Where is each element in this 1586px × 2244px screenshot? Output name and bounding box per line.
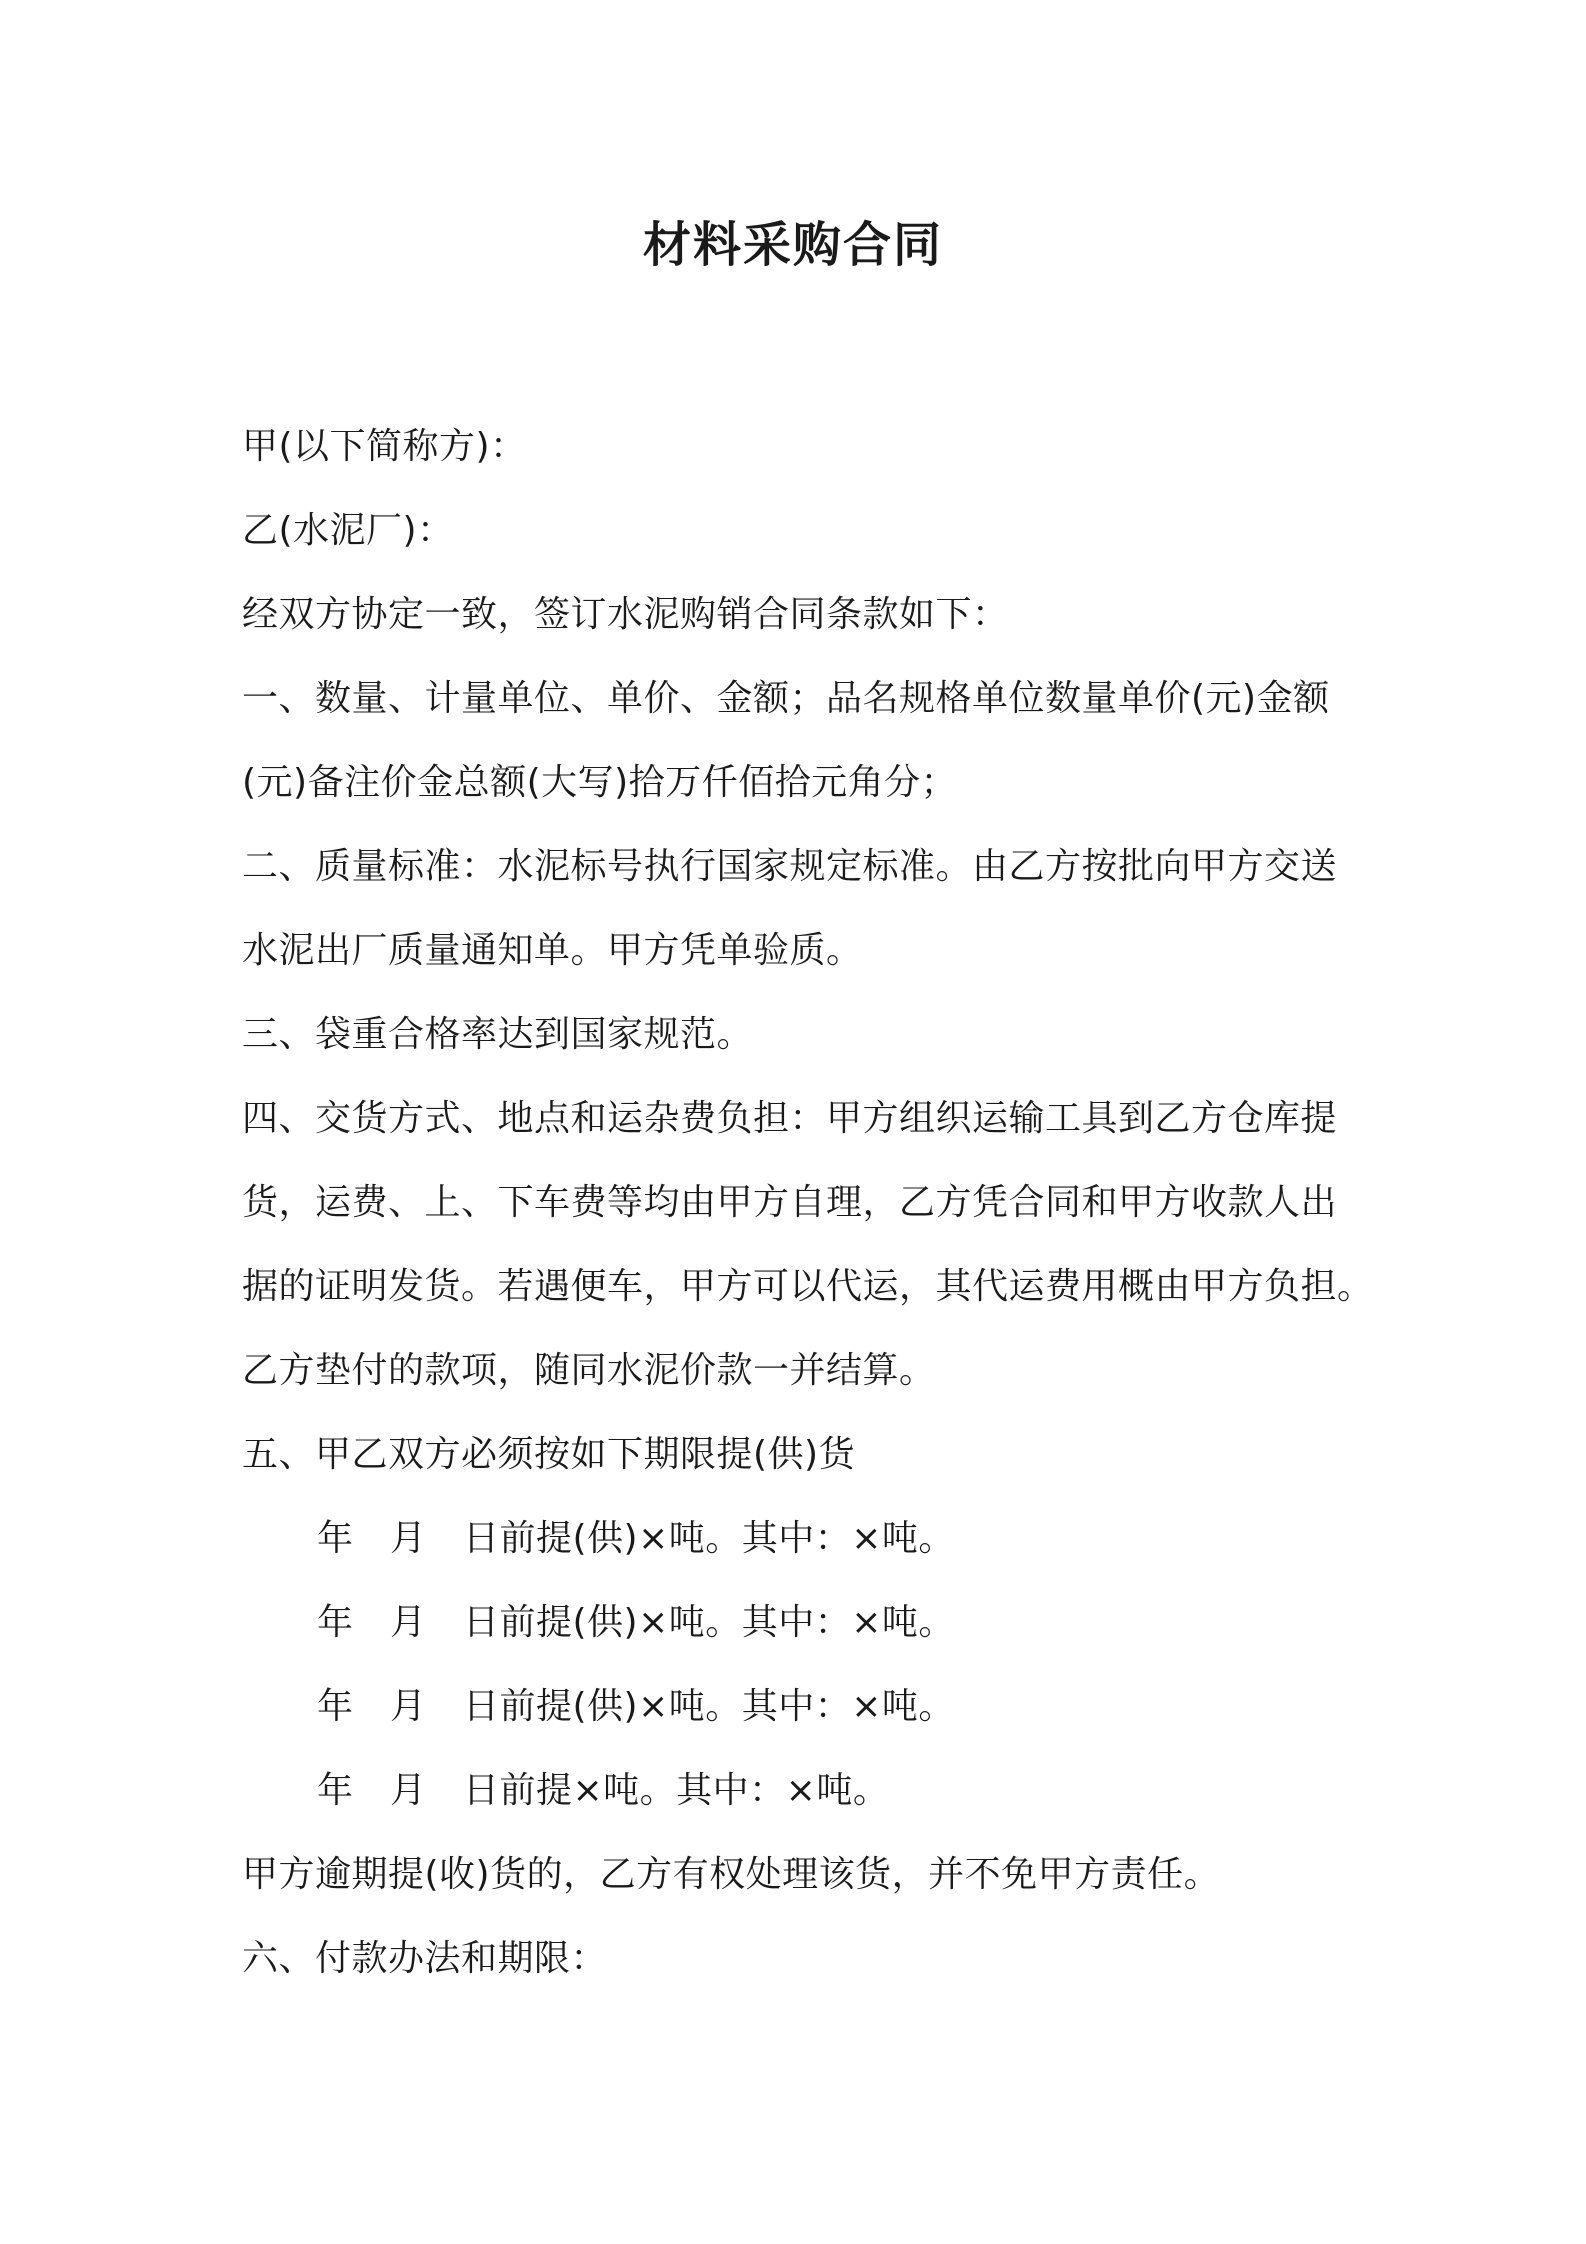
clause-2-line-1: 二、质量标准：水泥标号执行国家规定标准。由乙方按批向甲方交送: [242, 846, 1338, 887]
delivery-schedule-item: 年 月 日前提(供)×吨。其中：×吨。: [317, 1686, 955, 1727]
agreement-intro: 经双方协定一致，签订水泥购销合同条款如下：: [242, 594, 1009, 635]
delivery-schedule-item: 年 月 日前提(供)×吨。其中：×吨。: [317, 1602, 955, 1643]
clause-4-line-1: 四、交货方式、地点和运杂费负担：甲方组织运输工具到乙方仓库提: [242, 1098, 1338, 1139]
clause-4-line-4: 乙方垫付的款项，随同水泥价款一并结算。: [242, 1350, 936, 1391]
clause-2-line-2: 水泥出厂质量通知单。甲方凭单验质。: [242, 930, 863, 971]
late-pickup-clause: 甲方逾期提(收)货的，乙方有权处理该货，并不免甲方责任。: [242, 1854, 1221, 1895]
clause-5-heading: 五、甲乙双方必须按如下期限提(供)货: [242, 1434, 856, 1475]
delivery-schedule-item: 年 月 日前提(供)×吨。其中：×吨。: [317, 1518, 955, 1559]
clause-1-line-1: 一、数量、计量单位、单价、金额；品名规格单位数量单价(元)金额: [242, 678, 1330, 719]
clause-4-line-2: 货，运费、上、下车费等均由甲方自理，乙方凭合同和甲方收款人出: [242, 1182, 1338, 1223]
clause-4-line-3: 据的证明发货。若遇便车，甲方可以代运，其代运费用概由甲方负担。: [242, 1266, 1374, 1307]
clause-3: 三、袋重合格率达到国家规范。: [242, 1014, 754, 1055]
delivery-schedule-item: 年 月 日前提×吨。其中：×吨。: [317, 1770, 890, 1811]
party-b-line: 乙(水泥厂)：: [242, 510, 454, 551]
clause-1-line-2: (元)备注价金总额(大写)拾万仟佰拾元角分；: [242, 762, 958, 803]
clause-6-heading: 六、付款办法和期限：: [242, 1938, 608, 1979]
party-a-line: 甲(以下简称方)：: [242, 426, 527, 467]
document-body: [242, 405, 1374, 2001]
document-title: 材料采购合同: [642, 217, 943, 273]
